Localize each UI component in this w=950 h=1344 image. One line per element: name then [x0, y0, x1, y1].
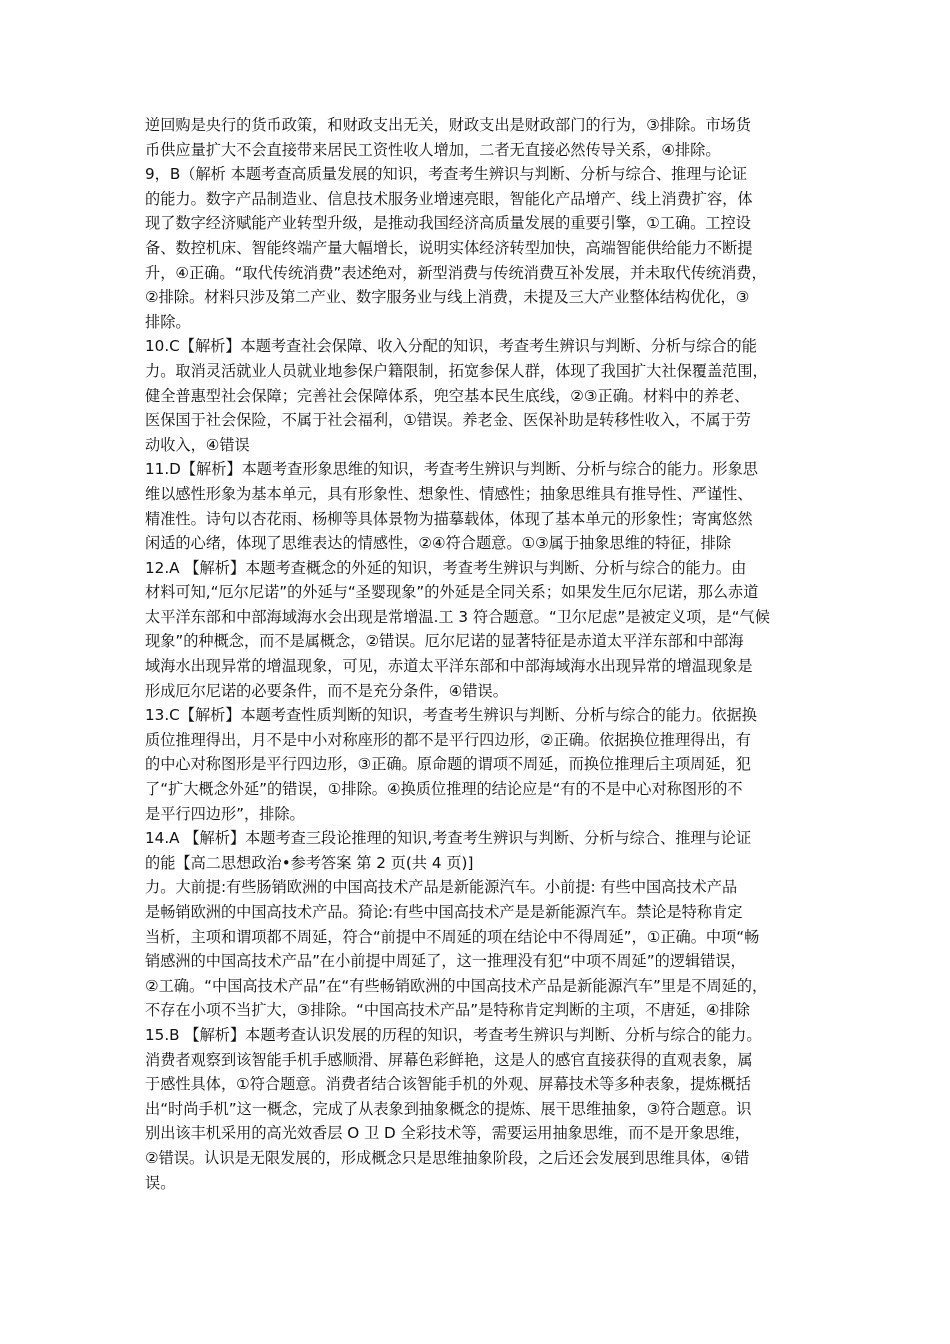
- text-line: 12.A 【解析】本题考查概念的外延的知识，考查考生辨识与判断、分析与综合的能力。由: [145, 558, 747, 577]
- text-line: 域海水出现异常的增温现象，可见，赤道太平洋东部和中部海域海水出现异常的增温现象是: [145, 657, 753, 676]
- text-line: 现了数字经济赋能产业转型升级，是推动我国经济高质量发展的重要引擎，①工确。工控设: [145, 214, 751, 233]
- text-line: 别出该丰机采用的高光效香层 O 卫 D 全彩技术等，需要运用抽象思维，而不是开象思维，: [145, 1124, 750, 1143]
- text-line: 材料可知,“厄尔尼诺”的外延与“圣婴现象”的外延是全同关系；如果发生厄尔尼诺，那么赤道: [145, 583, 759, 602]
- text-line: 是畅销欧洲的中国高技术产品。猗论:有些中国高技术产是是新能源汽车。禁论是特称肯定: [145, 903, 743, 921]
- text-line: ②排除。材料只涉及第二产业、数字服务业与线上消费，未提及三大产业整体结构优化，③: [145, 288, 750, 307]
- text-line: 太平洋东部和中部海域海水会出现是常增温.工 3 符合题意。“卫尔尼虑”是被定义项，是“气候: [145, 607, 770, 626]
- text-line: 闲适的心绪，体现了思维表达的情感性，②④符合题意。①③属于抽象思维的特征，排除: [145, 534, 732, 553]
- text-line: 当析，主项和谓项都不周延，符合“前提中不周延的项在结论中不得周延”，①正确。中项“畅: [145, 927, 760, 946]
- text-line: 的中心对称图形是平行四边形，③正确。原命题的谓项不周延，而换位推理后主项周延，犯: [145, 755, 751, 774]
- text-line: 14.A 【解析】本题考查三段论推理的知识,考查考生辨识与判断、分析与综合、推理与论证: [145, 829, 752, 848]
- text-line: 健全普惠型社会保障；完善社会保障体系，兜空基本民生底线，②③正确。材料中的养老、: [145, 386, 750, 405]
- text-line: 10.C【解析】本题考查社会保障、收入分配的知识，考查考生辨识与判断、分析与综合的能: [145, 337, 757, 356]
- text-line: ②工确。“中国高技术产品”在“有些畅销欧洲的中国高技术产品是新能源汽车”里是不周延的，: [145, 976, 768, 995]
- text-line: 质位推理得出，月不是中小对称座形的都不是平行四边形，②正确。依据换位推理得出，有: [145, 730, 751, 749]
- text-line: 升，④正确。“取代传统消费”表述绝对，新型消费与传统消费互补发展，并未取代传统消费，: [145, 263, 767, 282]
- text-line: 力。取消灵活就业人员就业地参保户籍限制，拓宽参保人群，体现了我国扩大社保覆盖范围，: [145, 361, 768, 380]
- page-footer-inline: 的能【高二思想政治•参考答案 第 2 页(共 4 页)]: [145, 853, 474, 872]
- text-line: 出“时尚手机”这一概念，完成了从表象到抽象概念的提炼、展干思维抽象，③符合题意。识: [145, 1099, 752, 1118]
- text-line: 医保国于社会保险，不属于社会福利，①错误。养老金、医保补助是转移性收入，不属于劳: [145, 411, 751, 430]
- text-line: 11.D【解析】本题考查形象思维的知识，考查考生辨识与判断、分析与综合的能力。形象思: [145, 460, 758, 479]
- text-line: 币供应量扩大不会直接带来居民工资性收人增加，二者无直接必然传导关系，④排除。: [145, 140, 721, 159]
- text-line: 了“扩大概念外延”的错误，①排除。④换质位推理的结论应是“有的不是中心对称图形的不: [145, 780, 743, 799]
- text-line: 于感性具体，①符合题意。消费者结合该智能手机的外观、屏幕技术等多种表象，提炼概括: [145, 1075, 751, 1094]
- text-line: 9，B（解析 本题考查高质量发展的知识，考查考生辨识与判断、分析与综合、推理与论证: [145, 165, 748, 184]
- text-line: 精准性。诗句以杏花雨、杨柳等具体景物为描摹载体，体现了基本单元的形象性；寄寓悠然: [145, 509, 753, 528]
- text-line: 13.C【解析】本题考查性质判断的知识，考查考生辨识与判断、分析与综合的能力。依据换: [145, 706, 757, 725]
- text-line: ②错误。认识是无限发展的，形成概念只是思维抽象阶段，之后还会发展到思维具体，④错: [145, 1148, 750, 1167]
- text-line: 排除。: [145, 312, 191, 331]
- text-line: 15.B 【解析】本题考查认识发展的历程的知识，考查考生辨识与判断、分析与综合的能力。: [145, 1025, 762, 1044]
- text-line: 现象”的种概念，而不是属概念，②错误。厄尔尼诺的显著特征是赤道太平洋东部和中部海: [145, 632, 744, 651]
- text-line: 是平行四边形”，排除。: [145, 804, 305, 823]
- text-line: 力。大前提:有些肠销欧洲的中国高技术产品是新能源汽车。小前提: 有些中国高技术产品: [145, 878, 738, 897]
- document-page: [145, 113, 813, 1195]
- text-line: 备、数控机床、智能终端产量大幅增长，说明实体经济转型加快，高端智能供给能力不断提: [145, 238, 753, 257]
- text-line: 形成厄尔尼诺的必要条件，而不是充分条件，④错误。: [145, 681, 508, 700]
- text-line: 消费者观察到该智能手机手感顺滑、屏幕色彩鲜艳，这是人的感官直接获得的直观表象，属: [145, 1050, 753, 1069]
- text-line: 逆回购是央行的货币政策，和财政支出无关，财政支出是财政部门的行为，③排除。市场货: [145, 116, 751, 134]
- text-line: 不存在小项不当扩大，③排除。“中国高技术产品”是特称肯定判断的主项，不唐延，④排除: [145, 1001, 750, 1020]
- text-line: 误。: [145, 1173, 176, 1192]
- text-line: 动收入，④错误: [145, 435, 250, 454]
- text-line: 销感洲的中国高技术产品”在小前提中周延了，这一推理没有犯“中项不周延”的逻辑错误，: [145, 952, 746, 971]
- text-line: 维以感性形象为基本单元，具有形象性、想象性、情感性；抽象思维具有推导性、严谨性、: [145, 484, 753, 503]
- text-line: 的能力。数字产品制造业、信息技术服务业增速亮眼，智能化产品增产、线上消费扩容，体: [145, 189, 753, 208]
